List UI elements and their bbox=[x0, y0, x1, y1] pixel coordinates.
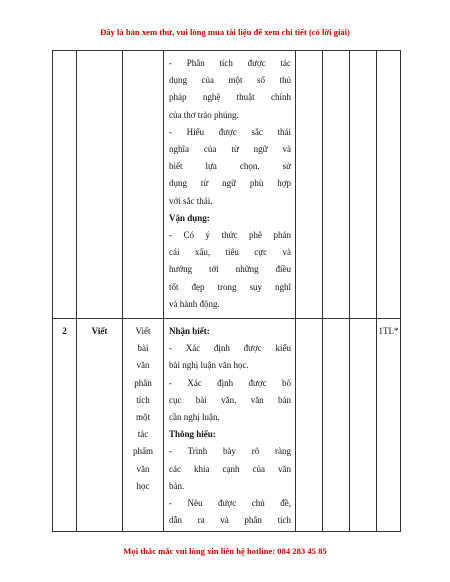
text-line: - Xác định được kiểu bbox=[169, 343, 291, 354]
content-word: văn bbox=[136, 360, 150, 371]
cell-requirements bbox=[164, 51, 296, 319]
text-line: dẫn ra và phân tích bbox=[169, 515, 291, 526]
text-line: - Phân tích được tác bbox=[169, 58, 291, 68]
matrix-table bbox=[52, 50, 401, 532]
content-word: Viết bbox=[135, 326, 151, 336]
text-line: hướng tới những điều bbox=[169, 264, 291, 275]
table-row bbox=[53, 319, 401, 532]
content-word: tác bbox=[137, 429, 149, 440]
cell-level-comprehension bbox=[323, 319, 350, 532]
cell-skill bbox=[77, 319, 123, 532]
text-line: cái xấu, tiêu cực và bbox=[169, 247, 291, 258]
section-heading: Vận dụng: bbox=[169, 212, 210, 223]
row-number: 2 bbox=[62, 326, 67, 336]
text-line: cần nghị luận. bbox=[169, 412, 220, 423]
text-line: cục bài văn, văn bản bbox=[169, 394, 291, 405]
content-word: tích bbox=[136, 394, 150, 405]
section-heading: Thông hiểu: bbox=[169, 429, 216, 440]
text-line: với sắc thái. bbox=[169, 195, 213, 206]
skill-label: Viết bbox=[91, 326, 108, 336]
cell-level-recognition bbox=[296, 51, 323, 319]
text-line: - Có ý thức phê phán bbox=[169, 230, 291, 241]
requirements-text bbox=[164, 319, 295, 531]
cell-number bbox=[53, 319, 77, 532]
text-line: biết lựa chọn. sử bbox=[169, 161, 291, 172]
cell-skill bbox=[77, 51, 123, 319]
text-line: dụng của một số thủ bbox=[169, 75, 291, 86]
hotline-banner: Mọi thắc mắc vui lòng xin liên hệ hotline: 084 283 45 85 bbox=[123, 546, 327, 556]
text-line: - Hiểu được sắc thái bbox=[169, 126, 291, 137]
text-line: tốt đẹp trong suy nghĩ bbox=[169, 281, 291, 292]
content-word: một bbox=[135, 412, 150, 423]
content-word: phẩm bbox=[133, 446, 153, 457]
text-line: các khía cạnh của văn bbox=[169, 463, 291, 474]
cell-content bbox=[123, 319, 164, 532]
text-line: nghĩa của từ ngữ và bbox=[169, 144, 291, 155]
text-line: bản. bbox=[169, 480, 185, 491]
content-text bbox=[123, 319, 163, 495]
question-count: 1TL* bbox=[378, 326, 399, 336]
cell-level-application bbox=[350, 51, 377, 319]
text-line: của thơ trào phúng. bbox=[169, 109, 239, 120]
text-line: dụng từ ngữ phù hợp bbox=[169, 178, 291, 189]
text-line: - Nêu được chủ đề, bbox=[169, 498, 291, 509]
cell-level-advanced bbox=[377, 51, 401, 319]
preview-notice-banner: Đây là bản xem thử, vui lòng mua tài liệu để xem chi tiết (có lời giải) bbox=[100, 27, 350, 37]
cell-level-application bbox=[350, 319, 377, 532]
text-line: bài nghị luận văn học. bbox=[169, 360, 249, 371]
cell-level-advanced bbox=[377, 319, 401, 532]
requirements-text bbox=[164, 51, 295, 315]
content-word: học bbox=[136, 480, 150, 491]
content-word: bài bbox=[137, 343, 149, 354]
content-word: phân bbox=[134, 377, 152, 388]
cell-level-recognition bbox=[296, 319, 323, 532]
text-line: và hành động. bbox=[169, 298, 220, 309]
content-word: văn bbox=[136, 463, 150, 474]
cell-number bbox=[53, 51, 77, 319]
cell-requirements bbox=[164, 319, 296, 532]
text-line: - Xác định được bố bbox=[169, 377, 291, 388]
text-line: - Trình bày rõ ràng bbox=[169, 446, 291, 457]
cell-level-comprehension bbox=[323, 51, 350, 319]
text-line: pháp nghệ thuật chính bbox=[169, 92, 291, 103]
section-heading: Nhận biết: bbox=[169, 326, 210, 336]
cell-content bbox=[123, 51, 164, 319]
table-row bbox=[53, 51, 401, 319]
